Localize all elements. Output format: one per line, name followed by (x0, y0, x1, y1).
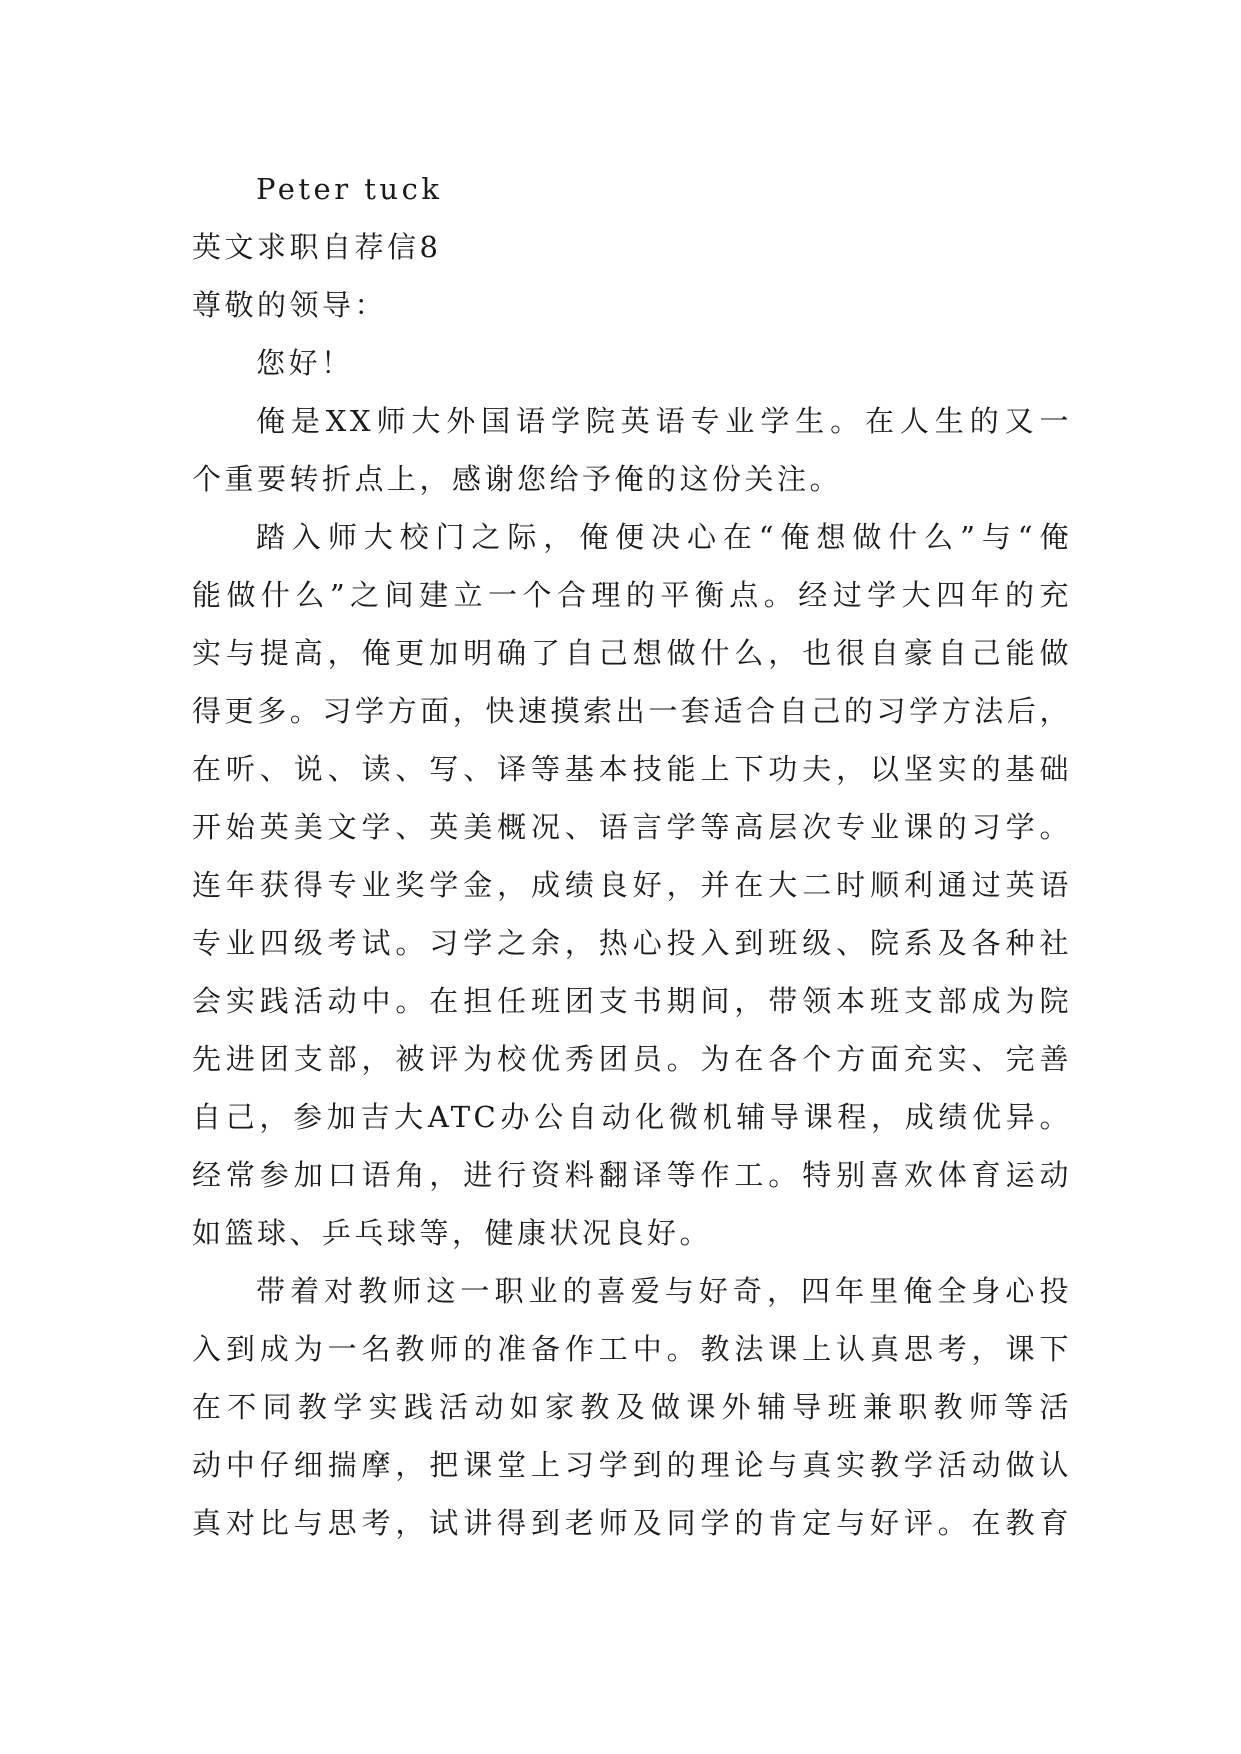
paragraph-line: 动中仔细揣摩，把课堂上习学到的理论与真实教学活动做认 (192, 1448, 1072, 1482)
paragraph-line: 经常参加口语角，进行资料翻译等作工。特别喜欢体育运动 (192, 1158, 1072, 1192)
paragraph-line: 带着对教师这一职业的喜爱与好奇，四年里俺全身心投 (256, 1274, 1072, 1308)
paragraph-line: 俺是XX师大外国语学院英语专业学生。在人生的又一 (256, 404, 1072, 438)
paragraph-line: 入到成为一名教师的准备作工中。教法课上认真思考，课下 (192, 1332, 1072, 1366)
paragraph-line: 连年获得专业奖学金，成绩良好，并在大二时顺利通过英语 (192, 868, 1072, 902)
paragraph-intro (192, 392, 1072, 508)
greeting: 您好！ (256, 346, 354, 380)
paragraph-line: 如篮球、乒乓球等，健康状况良好。 (192, 1216, 713, 1250)
paragraph-teaching (192, 1262, 1072, 1552)
paragraph-study (192, 508, 1072, 1262)
paragraph-line: 专业四级考试。习学之余，热心投入到班级、院系及各种社 (192, 926, 1072, 960)
signature-line: Peter tuck (256, 172, 443, 206)
letter-heading: 英文求职自荐信8 (192, 230, 442, 264)
paragraph-line: 得更多。习学方面，快速摸索出一套适合自己的习学方法后， (192, 694, 1072, 728)
paragraph-line: 踏入师大校门之际，俺便决心在“俺想做什么”与“俺 (256, 520, 1072, 554)
paragraph-line: 在不同教学实践活动如家教及做课外辅导班兼职教师等活 (192, 1390, 1072, 1424)
paragraph-line: 实与提高，俺更加明确了自己想做什么，也很自豪自己能做 (192, 636, 1072, 670)
paragraph-line: 在听、说、读、写、译等基本技能上下功夫，以坚实的基础 (192, 752, 1072, 786)
paragraph-line: 会实践活动中。在担任班团支书期间，带领本班支部成为院 (192, 984, 1072, 1018)
paragraph-line: 自己，参加吉大ATC办公自动化微机辅导课程，成绩优异。 (192, 1100, 1072, 1134)
paragraph-line: 个重要转折点上，感谢您给予俺的这份关注。 (192, 462, 843, 496)
paragraph-line: 能做什么”之间建立一个合理的平衡点。经过学大四年的充 (192, 578, 1072, 612)
paragraph-line: 真对比与思考，试讲得到老师及同学的肯定与好评。在教育 (192, 1506, 1072, 1540)
salutation: 尊敬的领导： (192, 288, 388, 322)
letter-body (192, 160, 1072, 1552)
paragraph-line: 先进团支部，被评为校优秀团员。为在各个方面充实、完善 (192, 1042, 1072, 1076)
paragraph-line: 开始英美文学、英美概况、语言学等高层次专业课的习学。 (192, 810, 1072, 844)
